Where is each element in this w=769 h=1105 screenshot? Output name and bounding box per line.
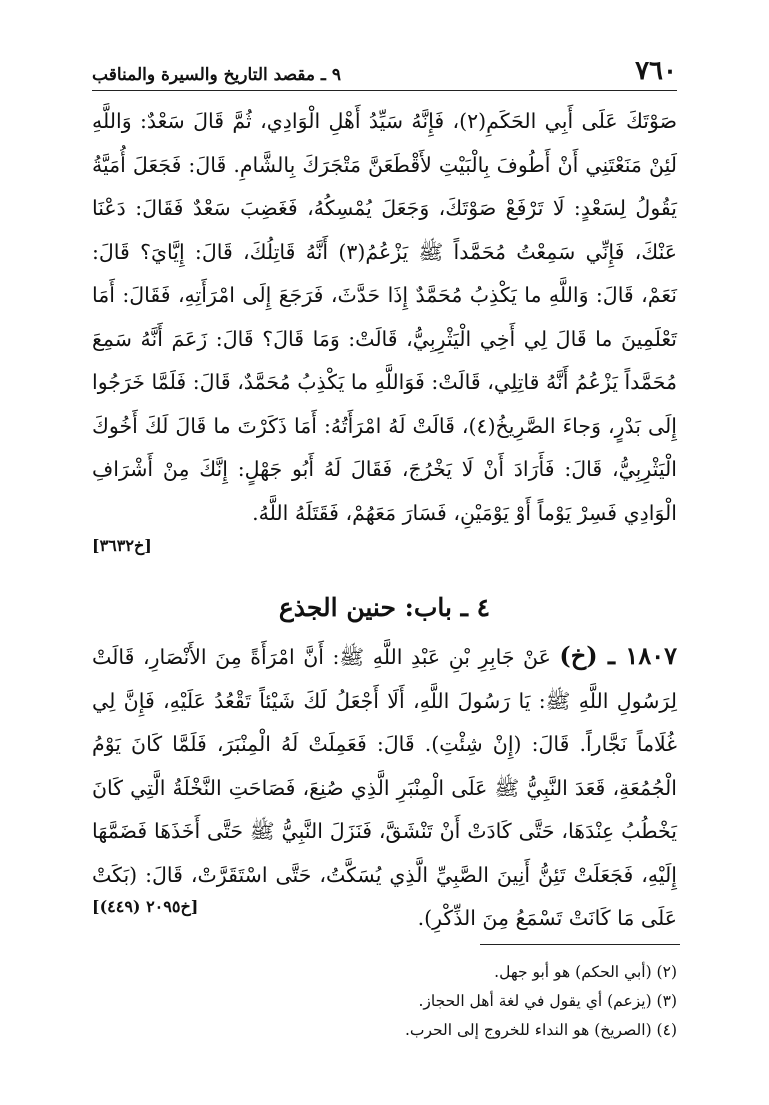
footnote-2: (٢) (أبي الحكم) هو أبو جهل. xyxy=(494,963,677,981)
page-header xyxy=(92,54,677,91)
hadith-paragraph xyxy=(92,634,677,941)
hadith-reference: [خ٢٠٩٥ (٤٤٩)] xyxy=(92,897,199,916)
passage-text: صَوْتَكَ عَلَى أَبِي الحَكَمِ(٢)، فَإِنَّهُ سَيِّدُ أَهْلِ الْوَادِي، ثُمَّ قَالَ سَعْدٌ: وَاللَّهِ لَئِنْ مَنَعْتَنِي أَنْ أَطُوفَ بِالْبَيْتِ لأَقْطَعَنَّ مَتْجَرَكَ بِالشَّامِ. قَالَ: فَجَعَلَ أُمَيَّةُ يَقُولُ لِسَعْدٍ: لَا تَرْفَعْ صَوْتَكَ، وَجَعَلَ يُمْسِكُهُ، فَغَضِبَ سَعْدٌ فَقَالَ: دَعْنَا عَنْكَ، فَإِنِّي سَمِعْتُ مُحَمَّداً ﷺ يَزْعُمُ(٣) أَنَّهُ قَاتِلُكَ، قَالَ: إِيَّايَ؟ قَالَ: نَعَمْ، قَالَ: وَاللَّهِ ما يَكْذِبُ مُحَمَّدٌ إِذَا حَدَّثَ، فَرَجَعَ إِلَى امْرَأَتِهِ، فَقَالَ: أَمَا تَعْلَمِينَ ما قَالَ لِي أَخِي الْيَثْرِبِيُّ، قَالَتْ: وَمَا قَالَ؟ قَالَ: زَعَمَ أَنَّهُ سَمِعَ مُحَمَّداً يَزْعُمُ أَنَّهُ قاتِلِي، قَالَتْ: فَوَاللَّهِ ما يَكْذِبُ مُحَمَّدٌ، قَالَ: فَلَمَّا خَرَجُوا إِلَى بَدْرٍ، وَجاءَ الصَّرِيخُ(٤)، قَالَتْ لَهُ امْرَأَتُهُ: أَمَا ذَكَرْتَ ما قَالَ لَكَ أَخُوكَ الْيَثْرِبِيُّ، قَالَ: فَأَرَادَ أَنْ لَا يَخْرُجَ، فَقَالَ لَهُ أَبُو جَهْلٍ: إِنَّكَ مِنْ أَشْرَافِ الْوَادِي فَسِرْ يَوْماً أَوْ يَوْمَيْنِ، فَسَارَ مَعَهُمْ، فَقَتَلَهُ اللَّهُ. xyxy=(92,109,678,525)
running-title: ٩ ـ مقصد التاريخ والسيرة والمناقب xyxy=(92,65,341,85)
footnotes xyxy=(92,958,677,1045)
hadith-block xyxy=(92,634,677,941)
footnote-3: (٣) (يزعم) أي يقول في لغة أهل الحجاز. xyxy=(418,992,677,1010)
hadith-text: عَنْ جَابِرِ بْنِ عَبْدِ اللَّهِ ﷺ: أَنَّ امْرَأَةً مِنَ الأَنْصَارِ، قَالَتْ لِرَسُولِ اللَّهِ ﷺ: يَا رَسُولَ اللَّهِ، أَلَا أَجْعَلُ لَكَ شَيْئاً تَقْعُدُ عَلَيْهِ، فَإِنَّ لِي غُلَاماً نَجَّاراً. قَالَ: (إِنْ شِئْتِ). قَالَ: فَعَمِلَتْ لَهُ الْمِنْبَرَ، فَلَمَّا كَانَ يَوْمُ الْجُمُعَةِ، قَعَدَ النَّبِيُّ ﷺ عَلَى الْمِنْبَرِ الَّذِي صُنِعَ، فَصَاحَتِ النَّخْلَةُ الَّتِي كَانَ يَخْطُبُ عِنْدَهَا، حَتَّى كَادَتْ أَنْ تَنْشَقَّ، فَنَزَلَ النَّبِيُّ ﷺ حَتَّى أَخَذَهَا فَضَمَّهَا إِلَيْهِ، فَجَعَلَتْ تَئِنُّ أَنِينَ الصَّبِيِّ الَّذِي يُسَكَّتُ، حَتَّى اسْتَقَرَّتْ، قَالَ: (بَكَتْ عَلَى مَا كَانَتْ تَسْمَعُ مِنَ الذِّكْرِ). xyxy=(92,645,677,930)
footnote-separator xyxy=(480,944,680,945)
passage-continued xyxy=(92,100,677,535)
chapter-heading: ٤ ـ باب: حنين الجذع xyxy=(278,593,491,622)
hadith-number: ١٨٠٧ ـ (خ) xyxy=(559,641,677,670)
page-number: ٧٦٠ xyxy=(635,56,677,86)
footnote-4: (٤) (الصريخ) هو النداء للخروج إلى الحرب. xyxy=(404,1021,677,1039)
passage-reference: [خ٣٦٣٢] xyxy=(92,536,152,555)
